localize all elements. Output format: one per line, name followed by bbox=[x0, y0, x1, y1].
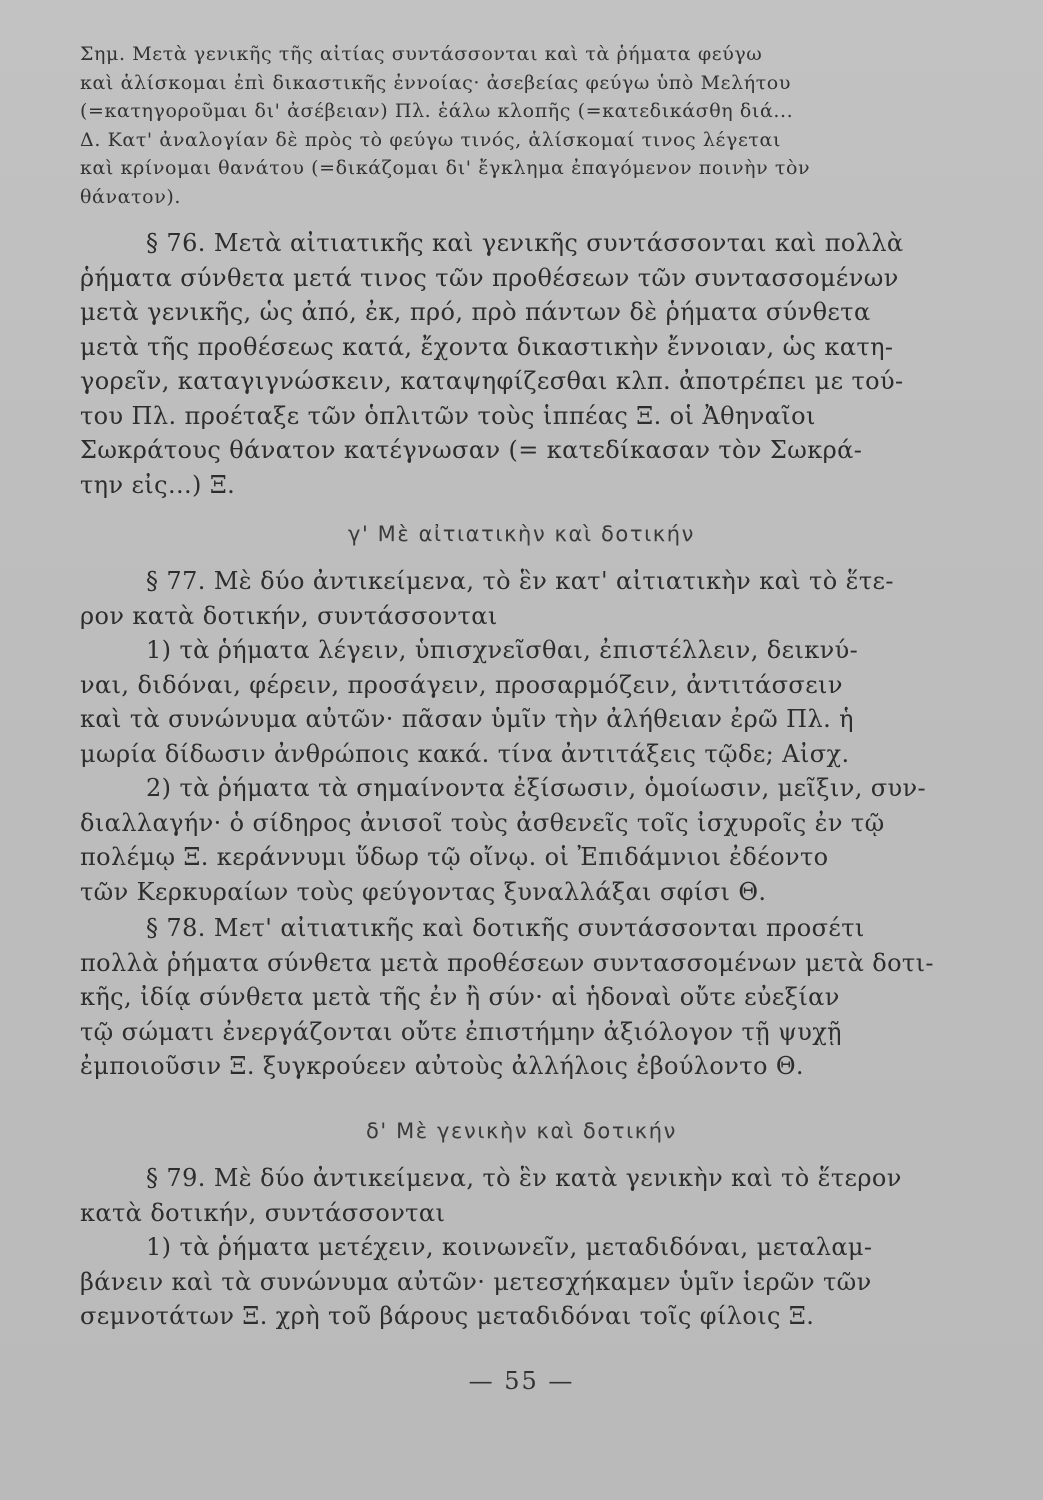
note-line: θάνατον). bbox=[80, 185, 182, 208]
paragraph-line: κῆς, ἰδίᾳ σύνθετα μετὰ τῆς ἐν ἢ σύν· αἱ ἡδοναὶ οὔτε εὐεξίαν bbox=[80, 983, 840, 1011]
paragraph-line: πολλὰ ῥήματα σύνθετα μετὰ προθέσεων συντασσομένων μετὰ δοτι- bbox=[80, 948, 934, 977]
paragraph-line: πολέμῳ Ξ. κεράννυμι ὕδωρ τῷ οἴνῳ. οἱ Ἐπιδάμνιοι ἐδέοντο bbox=[80, 843, 829, 871]
paragraph-line: καὶ τὰ συνώνυμα αὐτῶν· πᾶσαν ὑμῖν τὴν ἀλήθειαν ἐρῶ Πλ. ἡ bbox=[80, 705, 854, 733]
paragraph-line: την εἰς...) Ξ. bbox=[80, 470, 236, 499]
section-heading-c: γ' Μὲ αἰτιατικὴν καὶ δοτικήν bbox=[347, 522, 696, 546]
paragraph-line: Σωκράτους θάνατον κατέγνωσαν (= κατεδίκασαν τὸν Σωκρά- bbox=[80, 436, 863, 464]
paragraph-line: § 78. Μετ' αἰτιατικῆς καὶ δοτικῆς συντάσσονται προσέτι bbox=[146, 914, 865, 942]
paragraph-line: § 77. Μὲ δύο ἀντικείμενα, τὸ ἓν κατ' αἰτιατικὴν καὶ τὸ ἕτε- bbox=[146, 567, 894, 595]
paragraph-line: ἐμποιοῦσιν Ξ. ξυγκρούεεν αὐτοὺς ἀλλήλοις ἐβούλοντο Θ. bbox=[80, 1052, 804, 1080]
paragraph-line: κατὰ δοτικήν, συντάσσονται bbox=[80, 1198, 446, 1227]
note-line: Δ. Κατ' ἀναλογίαν δὲ πρὸς τὸ φεύγω τινός, ἁλίσκομαί τινος λέγεται bbox=[80, 128, 781, 151]
note-paragraph bbox=[80, 40, 960, 212]
paragraph-line: 1) τὰ ῥήματα λέγειν, ὑπισχνεῖσθαι, ἐπιστέλλειν, δεικνύ- bbox=[146, 636, 859, 664]
paragraph-79 bbox=[80, 1161, 960, 1334]
paragraph-line: του Πλ. προέταξε τῶν ὁπλιτῶν τοὺς ἱππέας Ξ. οἱ Ἀθηναῖοι bbox=[80, 401, 816, 430]
section-heading-d: δ' Μὲ γενικὴν καὶ δοτικήν bbox=[365, 1119, 677, 1143]
note-line: καὶ κρίνομαι θανάτου (=δικάζομαι δι' ἔγκλημα ἐπαγόμενον ποινὴν τὸν bbox=[80, 157, 811, 180]
note-line: Σημ. Μετὰ γενικῆς τῆς αἰτίας συντάσσονται καὶ τὰ ῥήματα φεύγω bbox=[80, 43, 763, 65]
paragraph-line: διαλλαγήν· ὁ σίδηρος ἀνισοῖ τοὺς ἀσθενεῖς τοῖς ἰσχυροῖς ἐν τῷ bbox=[80, 808, 885, 837]
paragraph-line: ρον κατὰ δοτικήν, συντάσσονται bbox=[80, 601, 498, 630]
note-line: καὶ ἁλίσκομαι ἐπὶ δικαστικῆς ἐννοίας· ἀσεβείας φεύγω ὑπὸ Μελήτου bbox=[80, 71, 791, 94]
paragraph-77 bbox=[80, 564, 960, 909]
paragraph-line: μετὰ γενικῆς, ὡς ἀπό, ἐκ, πρό, πρὸ πάντων δὲ ῥήματα σύνθετα bbox=[80, 298, 871, 326]
paragraph-line: ῥήματα σύνθετα μετά τινος τῶν προθέσεων τῶν συντασσομένων bbox=[80, 263, 899, 292]
page-number: — 55 — bbox=[468, 1367, 575, 1395]
paragraph-line: § 79. Μὲ δύο ἀντικείμενα, τὸ ἓν κατὰ γενικὴν καὶ τὸ ἕτερον bbox=[146, 1164, 902, 1192]
paragraph-line: τῶν Κερκυραίων τοὺς φεύγοντας ξυναλλάξαι σφίσι Θ. bbox=[80, 877, 767, 906]
paragraph-line: σεμνοτάτων Ξ. χρὴ τοῦ βάρους μεταδιδόναι τοῖς φίλοις Ξ. bbox=[80, 1302, 815, 1330]
note-line: (=κατηγοροῦμαι δι' ἀσέβειαν) Πλ. ἑάλω κλοπῆς (=κατεδικάσθη διά... bbox=[80, 100, 794, 123]
paragraph-line: ναι, διδόναι, φέρειν, προσάγειν, προσαρμόζειν, ἀντιτάσσειν bbox=[80, 670, 843, 699]
paragraph-line: μωρία δίδωσιν ἀνθρώποις κακά. τίνα ἀντιτάξεις τῷδε; Αἰσχ. bbox=[80, 739, 850, 768]
paragraph-line: § 76. Μετὰ αἰτιατικῆς καὶ γενικῆς συντάσσονται καὶ πολλὰ bbox=[146, 229, 904, 257]
paragraph-line: γορεῖν, καταγιγνώσκειν, καταψηφίζεσθαι κλπ. ἀποτρέπει με τού- bbox=[80, 367, 904, 395]
paragraph-78 bbox=[80, 911, 960, 1084]
paragraph-line: μετὰ τῆς προθέσεως κατά, ἔχοντα δικαστικὴν ἔννοιαν, ὡς κατη- bbox=[80, 332, 894, 361]
paragraph-line: 2) τὰ ῥήματα τὰ σημαίνοντα ἐξίσωσιν, ὁμοίωσιν, μεῖξιν, συν- bbox=[146, 774, 927, 802]
paragraph-76 bbox=[80, 226, 960, 502]
paragraph-line: τῷ σώματι ἐνεργάζονται οὔτε ἐπιστήμην ἀξιόλογον τῇ ψυχῇ bbox=[80, 1017, 842, 1046]
paragraph-line: 1) τὰ ῥήματα μετέχειν, κοινωνεῖν, μεταδιδόναι, μεταλαμ- bbox=[146, 1233, 873, 1261]
paragraph-line: βάνειν καὶ τὰ συνώνυμα αὐτῶν· μετεσχήκαμεν ὑμῖν ἱερῶν τῶν bbox=[80, 1267, 872, 1296]
